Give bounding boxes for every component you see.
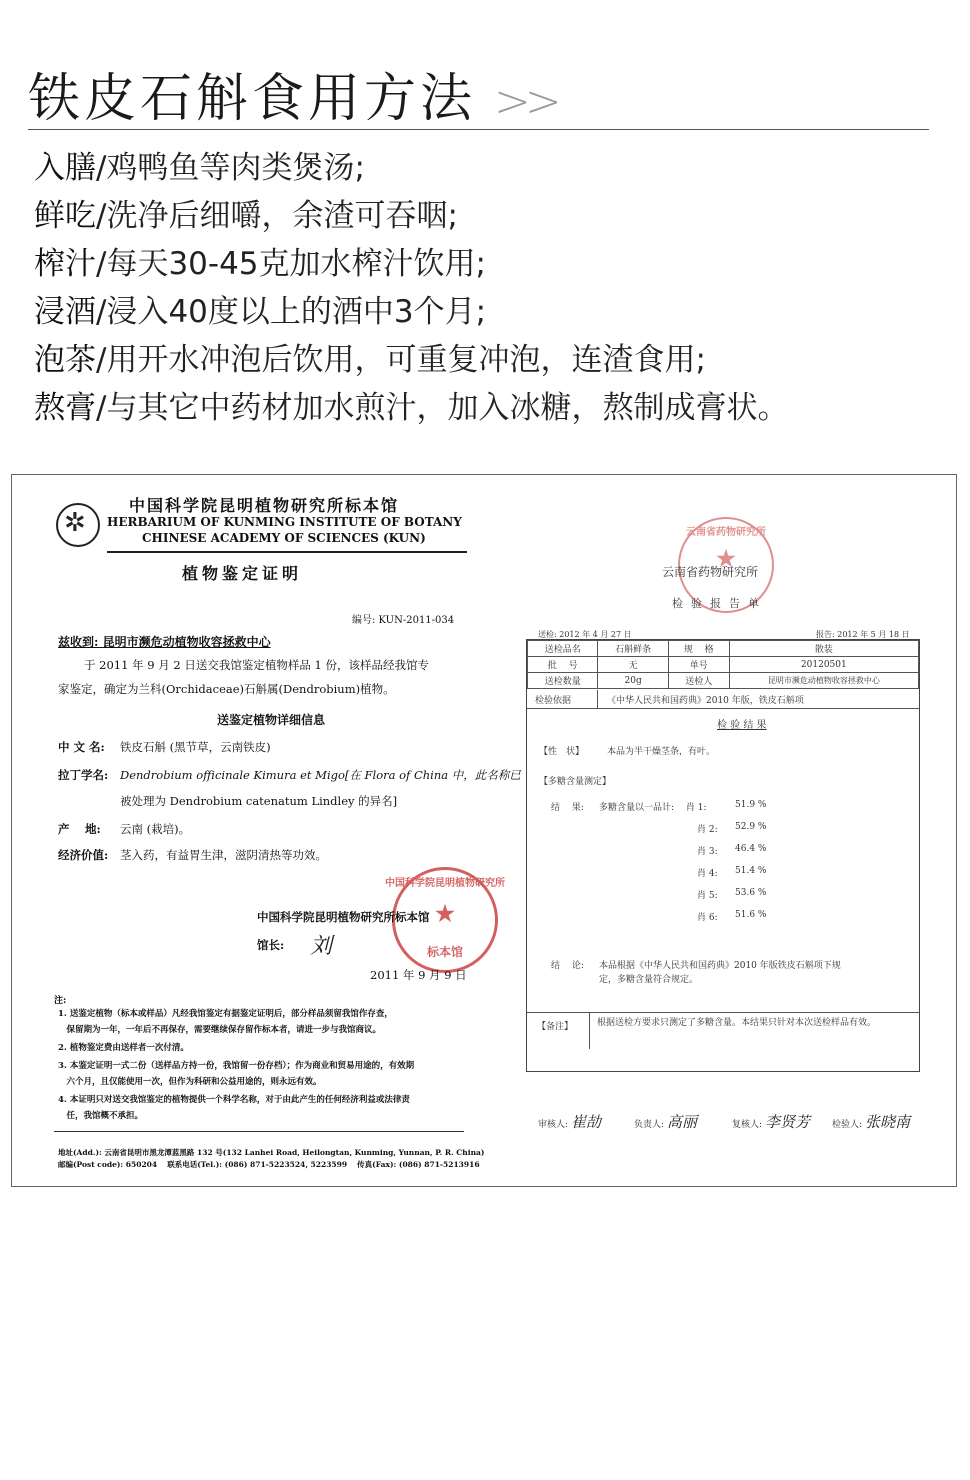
polysaccharide-label: 【多糖含量测定】 [539,777,612,787]
list-item: 鲜吃/洗净后细嚼，余渣可吞咽; [34,198,458,234]
official-seal: 中国科学院昆明植物研究所 ★ 标本馆 [392,867,498,973]
report-table [526,639,920,1072]
signature-reviewer: 审核人: 崔劼 [538,1113,602,1131]
list-item: 浸酒/浸入40度以上的酒中3个月; [34,294,487,330]
table-row: 批 号 无 单号 20120501 [528,657,919,673]
note-line: 任，我馆概不承担。 [58,1111,144,1121]
result-value: 46.4 % [735,844,767,854]
field-origin: 产 地: 云南 (栽培)。 [58,822,191,836]
contact-line: 邮编(Post code): 650204 联系电话(Tel.): (086) 871-5223524, 5223599 传真(Fax): (086) 871-5213916 [58,1160,480,1169]
signature-rechecker: 复核人: 李贤芳 [732,1113,811,1131]
field-cn-name: 中 文 名: 铁皮石斛 (黑节草，云南铁皮) [58,740,271,754]
institute-name-cn: 中国科学院昆明植物研究所标本馆 [129,496,400,515]
director-signature: 刘 [310,934,333,959]
notes-heading: 注: [54,996,67,1006]
trait-text: 本品为半干燥茎条，有叶。 [607,747,716,757]
result-label: 结 果: [551,803,584,813]
result-key: 肖 6: [697,913,718,923]
field-economic-value: 经济价值: 茎入药，有益胃生津，滋阴清热等功效。 [58,848,327,862]
methods-list [34,144,788,432]
note-line: 3. 本鉴定证明一式二份（送样品方持一份，我馆留一份存档）；作为商业和贸易用途的，有效期 [58,1061,415,1071]
star-icon: ★ [716,546,736,573]
chevron-right-icon: >> [494,76,556,127]
table-row: 送检数量 20g 送检人 昆明市濒危动植物收容拯救中心 [528,673,919,689]
field-latin-name: 拉丁学名: Dendrobium officinale Kimura et Migo[在 Flora of China 中，此名称已 [58,768,521,782]
conclusion-text-2: 定，多糖含量符合规定。 [599,975,699,985]
list-item: 泡茶/用开水冲泡后饮用，可重复冲泡，连渣食用; [34,342,706,378]
trait-label: 【性 状】 [539,747,585,757]
result-value: 51.6 % [735,910,767,920]
report-institute: 云南省药物研究所 [662,565,759,579]
signing-organization: 中国科学院昆明植物研究所标本馆 [257,910,430,924]
conclusion-label: 结 论: [551,961,584,971]
page-title [28,56,556,131]
title-divider [28,129,929,130]
certificate-scan [11,474,957,1187]
result-value: 52.9 % [735,822,767,832]
note-line: 1. 送鉴定植物（标本或样品）凡经我馆鉴定有据鉴定证明后，部分样品须留我馆作存查， [58,1009,393,1019]
star-icon: ★ [435,901,455,927]
field-latin-name-2: 被处理为 Dendrobium catenatum Lindley 的异名] [120,794,398,808]
signature-responsible: 负责人: 高丽 [634,1113,698,1131]
info-table [527,640,919,689]
list-item: 入膳/鸡鸭鱼等肉类煲汤; [34,150,365,186]
conclusion-text: 本品根据《中华人民共和国药典》2010 年版铁皮石斛项下规 [599,961,841,971]
certificate-date: 2011 年 9 月 9 日 [370,968,467,982]
signature-inspector: 检验人: 张晓南 [832,1113,911,1131]
note-line: 保留期为一年，一年后不再保存，需要继续保存留作标本者，请进一步与我馆商议。 [58,1025,382,1035]
note-line: 2. 植物鉴定费由送样者一次付清。 [58,1043,189,1053]
report-seal: 云南省药物研究所 ★ [678,517,774,613]
divider [54,1131,464,1132]
recipient: 兹收到: 昆明市濒危动植物收容拯救中心 [58,635,271,649]
result-value: 51.9 % [735,800,767,810]
certificate-heading: 植物鉴定证明 [182,564,303,583]
institute-logo-icon [56,503,100,547]
list-item: 榨汁/每天30-45克加水榨汁饮用; [34,246,486,282]
note-line: 六个月，且仅能使用一次，但作为科研和公益用途的，则永远有效。 [58,1077,322,1087]
paragraph: 于 2011 年 9 月 2 日送交我馆鉴定植物样品 1 份，该样品经我馆专 [84,658,429,672]
date-report: 报告: 2012 年 5 月 18 日 [816,630,910,639]
results-heading: 检 验 结 果 [717,720,767,731]
report-title: 检验报告单 [672,597,767,610]
result-key: 肖 4: [697,869,718,879]
date-sent: 送检: 2012 年 4 月 27 日 [538,630,632,639]
institute-name-en-2: CHINESE ACADEMY OF SCIENCES (KUN) [142,531,426,545]
result-key: 肖 5: [697,891,718,901]
paragraph: 家鉴定，确定为兰科(Orchidaceae)石斛属(Dendrobium)植物。 [58,682,395,696]
result-intro: 多糖含量以一品计: 肖 1: [599,803,707,813]
list-item: 熬膏/与其它中药材加水煎汁，加入冰糖，熬制成膏状。 [34,390,789,426]
result-key: 肖 2: [697,825,718,835]
remarks: 【备注】 根据送检方要求只测定了多糖含量。本结果只针对本次送检样品有效。 [527,1012,919,1071]
institute-name-en: HERBARIUM OF KUNMING INSTITUTE OF BOTANY [107,515,462,529]
address-line: 地址(Add.): 云南省昆明市黑龙潭蓝黑路 132 号(132 Lanhei Road, Heilongtan, Kunming, Yunnan, P. R. China) [58,1148,485,1157]
note-line: 4. 本证明只对送交我馆鉴定的植物提供一个科学名称，对于由此产生的任何经济利益或法律责 [58,1095,410,1105]
result-value: 51.4 % [735,866,767,876]
table-row: 送检品名 石斛鲜条 规 格 散装 [528,641,919,657]
result-value: 53.6 % [735,888,767,898]
director-label: 馆长: [257,938,285,952]
divider [107,551,467,553]
certificate-number: 编号: KUN-2011-034 [352,615,455,626]
result-key: 肖 3: [697,847,718,857]
page-title-text: 铁皮石斛食用方法 [28,69,477,129]
section-heading: 送鉴定植物详细信息 [217,713,326,727]
test-basis: 检验依据 《中华人民共和国药典》2010 年版，铁皮石斛项 [527,690,919,709]
